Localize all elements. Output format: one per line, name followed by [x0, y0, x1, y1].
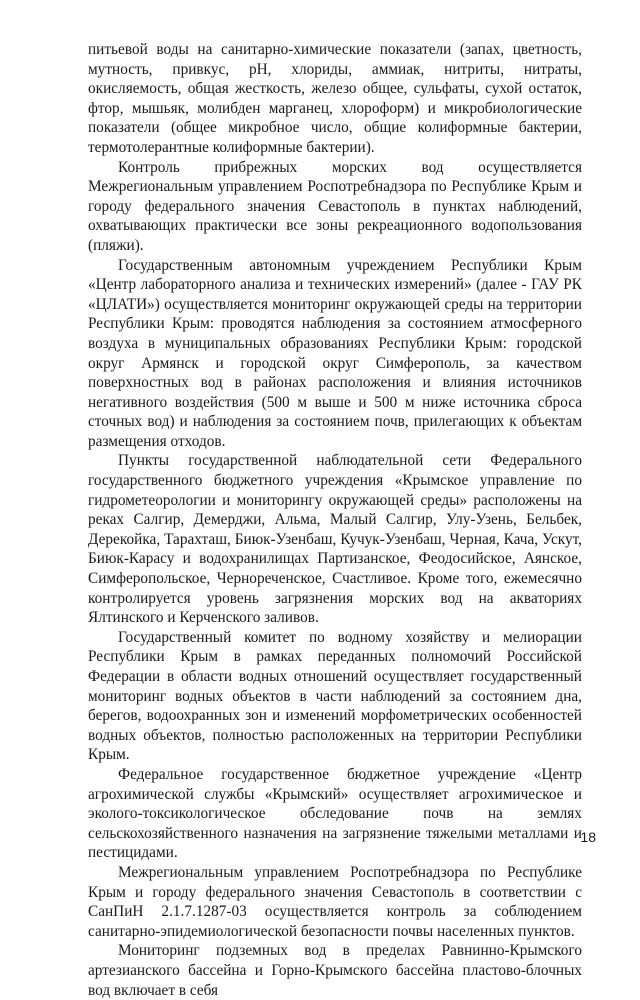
page-number: 18 [580, 829, 596, 845]
paragraph-groundwater: Мониторинг подземных вод в пределах Равнинно-Крымского артезианского бассейна и Горно-Крымского бассейна пластово-блочных вод включает в себя [88, 942, 582, 999]
paragraph-water-committee: Государственный комитет по водному хозяйству и мелиорации Республики Крым в рамках переданных полномочий Российской Федерации в области водных отношений осуществляет государственный мониторинг водных объектов в части наблюдений за состоянием дна, берегов, водоохранных зон и изменений морфометрических особенностей водных объектов, полностью расположенных на территории Республики Крым. [88, 628, 582, 764]
paragraph-rospotrebnadzor-soil: Межрегиональным управлением Роспотребнадзора по Республике Крым и городу федерального значения Севастополь в соответствии с СанПиН 2.1.7.1287-03 осуществляется контроль за соблюдением санитарно-эпидемиологической безопасности почвы населенных пунктов. [88, 863, 582, 940]
paragraph-agrochemical-service: Федеральное государственное бюджетное учреждение «Центр агрохимической службы «Крымский» осуществляет агрохимическое и эколого-токсикологическое обследование почв на землях сельскохозяйственного назначения на загрязнение тяжелыми металлами и пестицидами. [88, 765, 582, 862]
paragraph-monitoring-network: Пункты государственной наблюдательной сети Федерального государственного бюджетного учреждения «Крымское управление по гидрометеорологии и мониторингу окружающей среды» расположены на реках Салгир, Демерджи, Альма, Малый Салгир, Улу-Узень, Бельбек, Дерекойка, Тарахташ, Биюк-Узенбаш, Кучук-Узенбаш, Черная, Кача, Ускут, Биюк-Карасу и водохранилищах Партизанское, Феодосийское, Аянское, Симферопольское, Чернореченское, Счастливое. Кроме того, ежемесячно контролируется уровень загрязнения морских вод на акваториях Ялтинского и Керченского заливов. [88, 452, 582, 627]
paragraph-coastal-waters: Контроль прибрежных морских вод осуществляется Межрегиональным управлением Роспотребнадзора по Республике Крым и городу федерального значения Севастополь в пунктах наблюдений, охватывающих практически все зоны рекреационного водопользования (пляжи). [88, 158, 582, 254]
paragraph-gau-rk-clati: Государственным автономным учреждением Республики Крым «Центр лабораторного анализа и технических измерений» (далее - ГАУ РК «ЦЛАТИ») осуществляется мониторинг окружающей среды на территории Республики Крым: проводятся наблюдения за состоянием атмосферного воздуха в муниципальных образованиях Республики Крым: городской округ Армянск и городской округ Симферополь, за качеством поверхностных вод в районах расположения и влияния источников негативного воздействия (500 м выше и 500 м ниже источника сброса сточных вод) и наблюдения за состоянием почв, прилегающих к объектам размещения отходов. [88, 256, 582, 450]
paragraph-continuation: питьевой воды на санитарно-химические показатели (запах, цветность, мутность, привкус, pH, хлориды, аммиак, нитриты, нитраты, окисляемость, общая жесткость, железо общее, сульфаты, сухой остаток, фтор, мышьяк, молибден марганец, хлороформ) и микробиологические показатели (общее микробное число, общие колиформные бактерии, термотолерантные колиформные бактерии). [88, 41, 582, 156]
